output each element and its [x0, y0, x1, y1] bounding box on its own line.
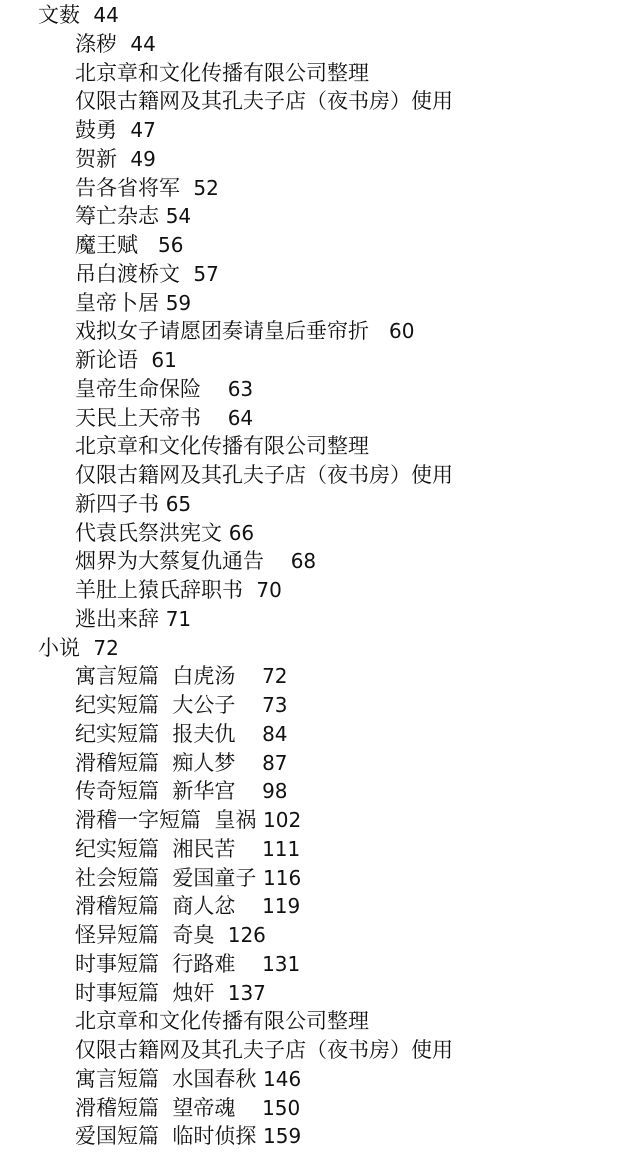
toc-entry-page-number: 54 — [165, 204, 192, 229]
toc-entry-title: 北京章和文化传播有限公司整理 — [75, 60, 369, 85]
toc-entry — [75, 892, 300, 921]
toc-entry-title: 魔王赋 — [75, 233, 138, 257]
toc-entry — [75, 231, 183, 260]
toc-entry-page-number: 146 — [263, 1066, 302, 1091]
toc-entry-title: 滑稽短篇 痴人梦 — [75, 750, 236, 775]
toc-entry-page-number: 65 — [165, 491, 192, 516]
toc-entry-title: 滑稽一字短篇 皇祸 — [75, 808, 257, 832]
toc-entry — [75, 346, 177, 375]
toc-entry — [75, 921, 266, 950]
toc-entry — [75, 547, 316, 576]
toc-entry-title: 纪实短篇 报夫仇 — [75, 721, 236, 746]
toc-entry-gap — [222, 521, 229, 545]
toc-entry — [75, 1065, 301, 1094]
toc-entry-title: 新四子书 — [75, 491, 159, 516]
toc-entry-gap — [80, 3, 93, 27]
toc-entry-gap — [235, 837, 262, 861]
toc-entry-title: 烟界为大蔡复仇通告 — [75, 549, 264, 574]
toc-entry — [75, 806, 301, 835]
toc-entry-title: 天民上天帝书 — [75, 405, 201, 430]
toc-entry-title: 逃出来辞 — [75, 606, 159, 631]
toc-entry-page-number: 150 — [262, 1095, 301, 1120]
toc-entry-gap — [235, 894, 262, 918]
toc-entry-page-number: 126 — [227, 923, 266, 947]
toc-entry-page-number: 131 — [262, 951, 301, 976]
toc-entry-page-number: 70 — [256, 578, 282, 602]
toc-entry-title: 纪实短篇 大公子 — [75, 693, 236, 717]
toc-entry-gap — [214, 923, 227, 947]
toc-entry — [75, 979, 266, 1008]
toc-entry-title: 筹亡杂志 — [75, 204, 159, 229]
toc-entry-gap — [235, 664, 262, 688]
toc-entry — [75, 1094, 300, 1123]
toc-section-heading — [38, 1, 119, 30]
toc-entry — [75, 1007, 369, 1036]
toc-entry — [75, 1122, 301, 1151]
toc-entry-title: 寓言短篇 白虎汤 — [75, 664, 236, 689]
toc-entry-gap — [117, 147, 130, 171]
toc-entry-gap — [235, 693, 262, 717]
toc-entry-title: 爱国短篇 临时侦探 — [75, 1124, 257, 1149]
toc-entry — [75, 576, 282, 605]
toc-entry-page-number: 49 — [130, 146, 156, 171]
toc-entry-page-number: 119 — [262, 894, 301, 919]
toc-entry-page-number: 61 — [151, 348, 177, 372]
toc-entry-gap — [201, 377, 228, 401]
toc-entry — [75, 59, 369, 88]
toc-entry — [75, 950, 300, 979]
toc-entry-page-number: 44 — [93, 3, 119, 27]
toc-entry-title: 新论语 — [75, 348, 138, 372]
toc-entry-gap — [138, 348, 151, 372]
toc-entry-page-number: 44 — [130, 31, 156, 56]
toc-entry — [75, 317, 414, 346]
toc-entry-title: 北京章和文化传播有限公司整理 — [75, 1009, 369, 1034]
toc-entry-title: 社会短篇 爱国童子 — [75, 865, 257, 890]
toc-entry-page-number: 84 — [262, 721, 288, 746]
toc-entry — [75, 404, 253, 433]
toc-entry-title: 仅限古籍网及其孔夫子店（夜书房）使用 — [75, 1038, 453, 1062]
toc-entry-title: 羊肚上猿氏辞职书 — [75, 578, 243, 602]
toc-entry — [75, 777, 288, 806]
toc-entry-gap — [235, 722, 262, 746]
toc-entry-gap — [264, 549, 291, 573]
toc-entry-title: 纪实短篇 湘民苦 — [75, 836, 236, 861]
toc-entry — [75, 691, 288, 720]
toc-entry-title: 小说 — [38, 635, 80, 660]
toc-entry-gap — [117, 32, 130, 56]
toc-entry — [75, 461, 453, 490]
toc-entry-title: 皇帝卜居 — [75, 290, 159, 315]
toc-entry — [75, 260, 219, 289]
toc-entry-title: 寓言短篇 水国春秋 — [75, 1066, 257, 1091]
toc-entry — [75, 289, 191, 318]
toc-entry-title: 代袁氏祭洪宪文 — [75, 520, 222, 545]
toc-entry — [75, 1036, 453, 1065]
toc-entry — [75, 864, 301, 893]
toc-entry-page-number: 137 — [227, 980, 266, 1005]
toc-entry-page-number: 72 — [93, 635, 119, 660]
toc-entry-title: 滑稽短篇 商人忿 — [75, 894, 236, 919]
toc-entry — [75, 30, 156, 59]
toc-entry-gap — [235, 779, 262, 803]
toc-entry-gap — [159, 492, 166, 516]
toc-entry-title: 文薮 — [38, 3, 80, 27]
toc-entry-title: 吊白渡桥文 — [75, 261, 180, 286]
toc-entry-gap — [159, 607, 166, 631]
toc-entry-title: 涤秽 — [75, 31, 117, 56]
toc-entry-page-number: 52 — [193, 175, 219, 200]
toc-entry — [75, 202, 191, 231]
toc-entry-title: 北京章和文化传播有限公司整理 — [75, 434, 369, 459]
toc-entry-page-number: 73 — [262, 693, 288, 717]
toc-entry-title: 时事短篇 烛奸 — [75, 980, 215, 1005]
toc-entry-gap — [159, 204, 166, 228]
toc-entry-gap — [201, 406, 228, 430]
toc-entry — [75, 174, 219, 203]
toc-entry-page-number: 87 — [262, 750, 288, 775]
toc-entry-gap — [235, 751, 262, 775]
toc-entry-title: 仅限古籍网及其孔夫子店（夜书房）使用 — [75, 89, 453, 114]
toc-entry — [75, 720, 288, 749]
toc-entry-page-number: 66 — [228, 520, 255, 545]
toc-entry-page-number: 102 — [263, 808, 302, 832]
toc-entry-page-number: 111 — [262, 836, 301, 861]
toc-entry-page-number: 71 — [165, 606, 192, 631]
toc-entry-page-number: 159 — [263, 1124, 302, 1149]
toc-section-heading — [38, 634, 119, 663]
toc-entry-gap — [214, 981, 227, 1005]
toc-entry-page-number: 98 — [262, 779, 288, 804]
toc-entry-gap — [235, 1096, 262, 1120]
toc-entry — [75, 519, 254, 548]
toc-entry-title: 贺新 — [75, 146, 117, 171]
toc-entry-title: 时事短篇 行路难 — [75, 951, 236, 976]
toc-entry-page-number: 47 — [130, 118, 156, 142]
toc-entry-gap — [369, 319, 389, 343]
toc-entry — [75, 375, 253, 404]
toc-entry-page-number: 72 — [262, 664, 288, 689]
toc-entry-title: 鼓勇 — [75, 118, 117, 142]
toc-entry-title: 戏拟女子请愿团奏请皇后垂帘折 — [75, 319, 369, 344]
toc-entry — [75, 116, 156, 145]
toc-entry-page-number: 116 — [263, 865, 302, 890]
toc-entry-title: 皇帝生命保险 — [75, 376, 201, 401]
toc-entry — [75, 490, 191, 519]
toc-entry-gap — [80, 636, 93, 660]
toc-entry-page-number: 60 — [389, 319, 415, 344]
toc-entry-title: 仅限古籍网及其孔夫子店（夜书房）使用 — [75, 463, 453, 487]
toc-entry-title: 滑稽短篇 望帝魂 — [75, 1095, 236, 1120]
toc-entry-title: 传奇短篇 新华宫 — [75, 779, 236, 804]
toc-entry-gap — [180, 262, 193, 286]
toc-entry-page-number: 63 — [227, 376, 254, 401]
toc-entry — [75, 605, 191, 634]
toc-entry-gap — [159, 291, 166, 315]
toc-entry-gap — [243, 578, 256, 602]
toc-entry — [75, 662, 288, 691]
toc-entry — [75, 87, 453, 116]
toc-entry-gap — [117, 118, 130, 142]
toc-entry — [75, 432, 369, 461]
toc-entry-gap — [138, 233, 158, 257]
toc-entry-title: 怪异短篇 奇臭 — [75, 923, 215, 947]
toc-entry-title: 告各省将军 — [75, 175, 180, 200]
toc-entry — [75, 749, 288, 778]
toc-entry-page-number: 59 — [165, 290, 192, 315]
toc-entry-page-number: 56 — [158, 233, 184, 257]
toc-entry-gap — [235, 952, 262, 976]
toc-entry — [75, 835, 300, 864]
toc-entry-page-number: 57 — [193, 261, 219, 286]
toc-entry-page-number: 64 — [227, 405, 254, 430]
toc-entry-gap — [180, 176, 193, 200]
toc-entry — [75, 145, 156, 174]
toc-entry-page-number: 68 — [290, 549, 317, 574]
